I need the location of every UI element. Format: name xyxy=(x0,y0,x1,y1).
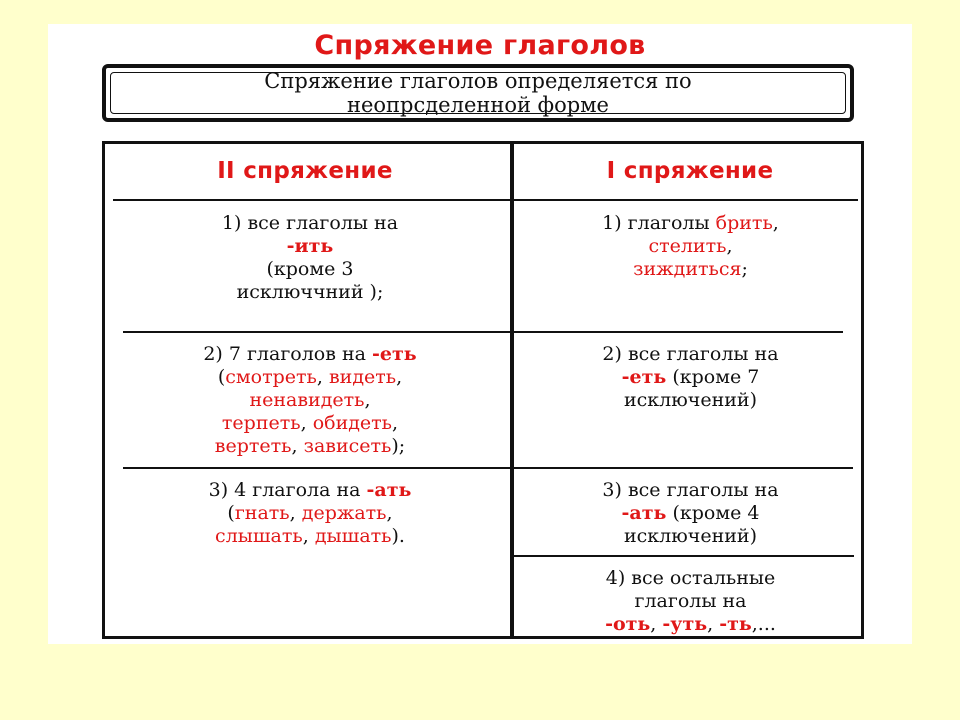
left-r2-prefix: 2) 7 глаголов на xyxy=(203,343,366,365)
ending-t: -ть xyxy=(719,613,752,635)
exception-word: вертеть xyxy=(214,435,292,457)
row-divider xyxy=(123,331,843,333)
rule-text xyxy=(110,69,846,117)
exception-word: дышать xyxy=(314,525,392,547)
conjugation-table xyxy=(102,141,864,639)
exception-word: брить xyxy=(715,212,773,234)
ending-ot: -оть xyxy=(605,613,651,635)
rule-line-2: неопрсделенной форме xyxy=(346,93,609,117)
paren-open: ( xyxy=(227,502,235,524)
ending-et: -еть xyxy=(621,366,667,388)
ending-ut: -уть xyxy=(662,613,708,635)
right-cell-3 xyxy=(523,479,858,548)
right-r4-line-2: глаголы на xyxy=(634,590,747,612)
slide xyxy=(48,24,912,644)
paren-open: ( xyxy=(217,366,226,388)
right-r2-tail: (кроме 7 xyxy=(672,366,760,388)
column-header-first-conjugation: I спряжение xyxy=(606,158,774,184)
right-r4-tail: ,... xyxy=(751,613,776,635)
page-title: Спряжение глаголов xyxy=(314,30,646,61)
left-cell-2: 2) 7 глаголов на -еть (смотреть, видеть, ненавидеть, терпеть, обидеть, вертеть, зависеть); xyxy=(203,343,417,457)
right-r2-line-3: исключений) xyxy=(624,389,757,411)
exception-word: слышать xyxy=(215,525,303,547)
exception-word: зависеть xyxy=(303,435,392,457)
column-divider xyxy=(510,144,514,636)
exception-word: держать xyxy=(301,502,387,524)
exception-word: гнать xyxy=(234,502,290,524)
right-r2-line-1: 2) все глаголы на xyxy=(602,343,779,365)
exception-word: зиждиться xyxy=(633,258,742,280)
rule-line-1: Спряжение глаголов определяется по xyxy=(264,69,692,93)
row-divider xyxy=(123,467,853,469)
exception-word: обидеть xyxy=(312,412,393,434)
right-cell-4: 4) все остальные глаголы на -оть, -уть, -ть,... xyxy=(605,567,776,635)
right-r1-prefix: 1) глаголы xyxy=(602,212,710,234)
right-r4-line-1: 4) все остальные xyxy=(605,567,776,589)
rule-box xyxy=(102,64,854,122)
ending-it: -ить xyxy=(286,235,334,257)
exception-word: терпеть xyxy=(221,412,301,434)
paren-close: ). xyxy=(391,525,405,547)
ending-at: -ать xyxy=(621,502,667,524)
exception-word: ненавидеть xyxy=(249,389,365,411)
right-cell-1: 1) глаголы брить, стелить, зиждиться; xyxy=(602,212,779,280)
column-header-second-conjugation: II спряжение xyxy=(217,158,393,184)
left-r1-line-4: исключчний ); xyxy=(236,281,384,303)
row-divider xyxy=(514,555,854,557)
header-divider xyxy=(113,199,858,201)
right-cell-2 xyxy=(523,343,858,412)
left-r3-prefix: 3) 4 глагола на xyxy=(208,479,361,501)
ending-et: -еть xyxy=(372,343,417,365)
semicolon: ; xyxy=(741,258,748,280)
right-r3-tail: (кроме 4 xyxy=(672,502,760,524)
exception-word: видеть xyxy=(328,366,397,388)
left-cell-3: 3) 4 глагола на -ать (гнать, держать, слышать, дышать). xyxy=(208,479,412,547)
paren-close: ); xyxy=(391,435,406,457)
left-cell-1 xyxy=(115,212,505,304)
exception-word: смотреть xyxy=(225,366,317,388)
right-r3-line-3: исключений) xyxy=(624,525,757,547)
left-r1-line-3: (кроме 3 xyxy=(266,258,354,280)
exception-word: стелить xyxy=(648,235,727,257)
left-r1-line-1: 1) все глаголы на xyxy=(221,212,399,234)
ending-at: -ать xyxy=(366,479,412,501)
right-r3-line-1: 3) все глаголы на xyxy=(602,479,779,501)
